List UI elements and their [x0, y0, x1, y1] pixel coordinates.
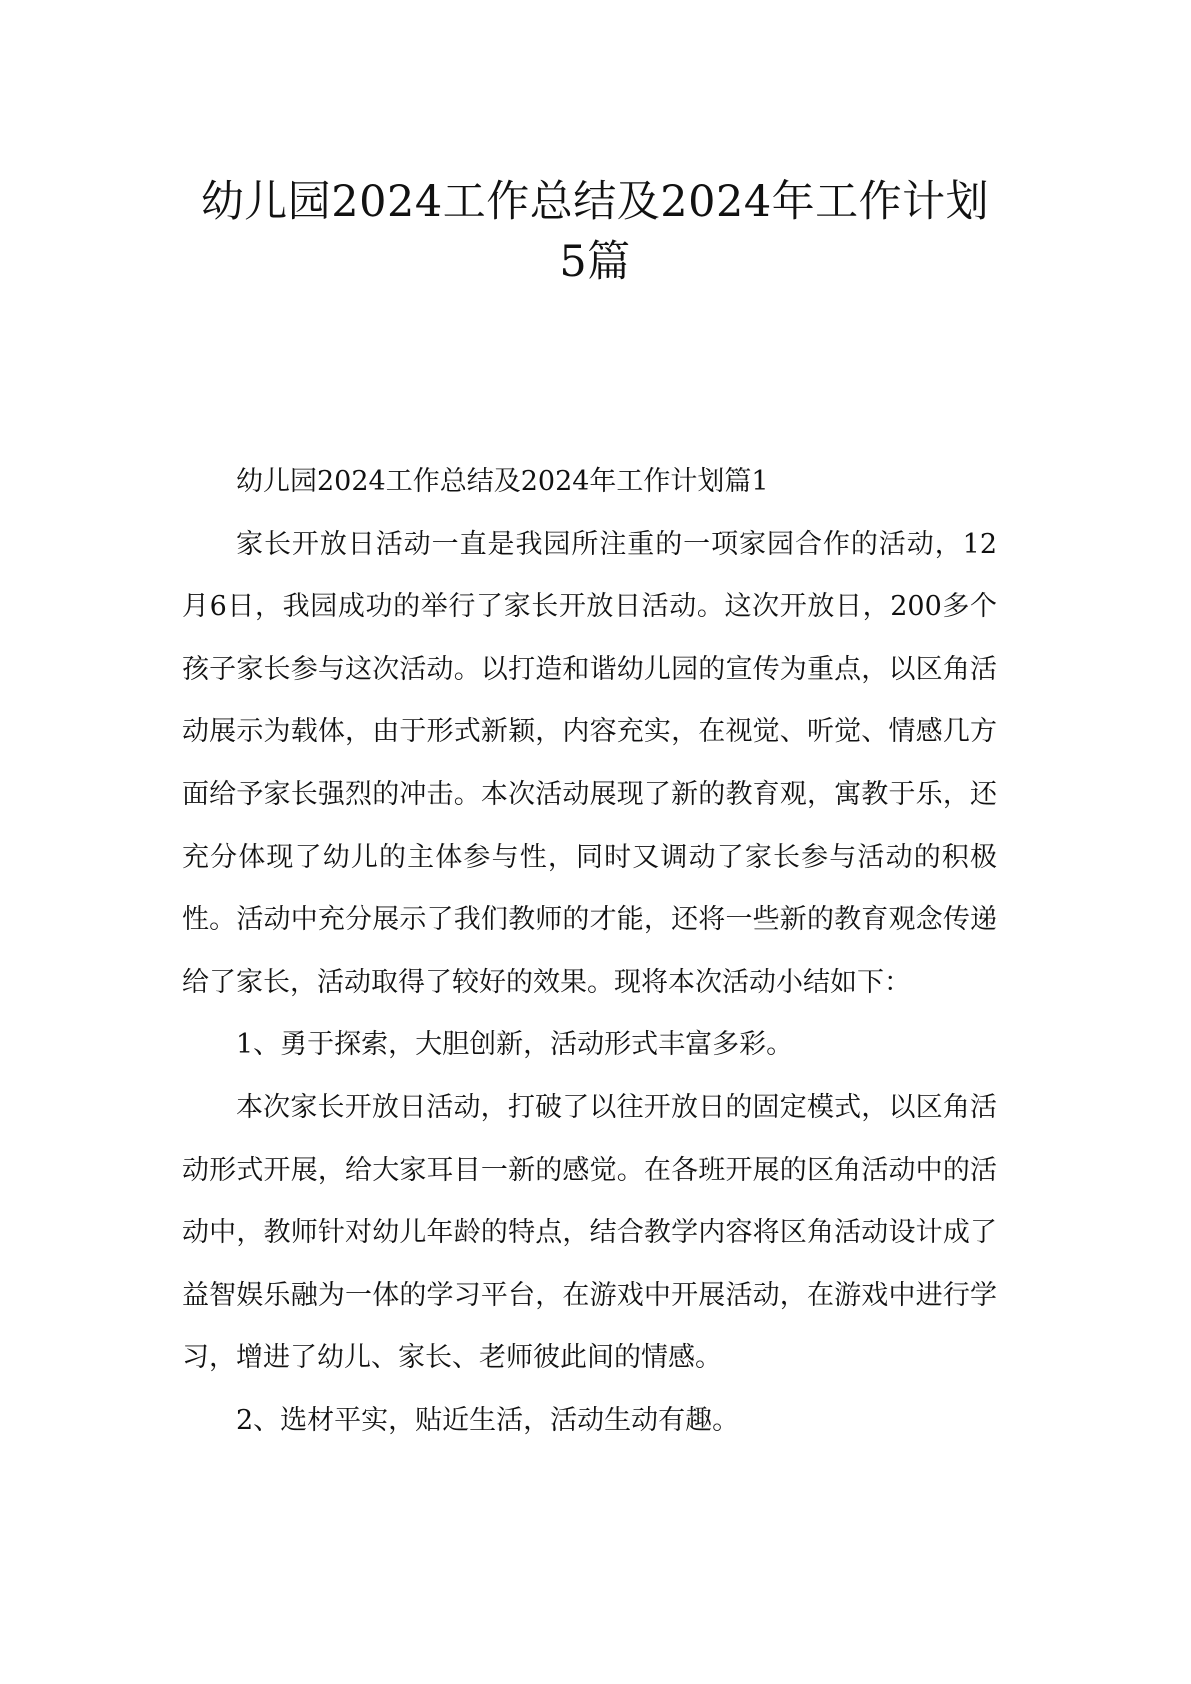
list-point-1: 1、勇于探索，大胆创新，活动形式丰富多彩。	[236, 1029, 794, 1061]
section-heading: 幼儿园2024工作总结及2024年工作计划篇1	[236, 466, 769, 497]
document-title	[150, 172, 1040, 292]
paragraph-point-1-detail: 本次家长开放日活动，打破了以往开放日的固定模式，以区角活动形式开展，给大家耳目一新的感觉。在各班开展的区角活动中的活动中，教师针对幼儿年龄的特点，结合教学内容将区角活动设计成了益智娱乐融为一体的学习平台，在游戏中开展活动，在游戏中进行学习，增进了幼儿、家长、老师彼此间的情感。	[182, 1091, 997, 1374]
document-body	[182, 451, 997, 1453]
title-line-1: 幼儿园2024工作总结及2024年工作计划	[200, 177, 990, 227]
paragraph-intro: 家长开放日活动一直是我园所注重的一项家园合作的活动，12月6日，我园成功的举行了家长开放日活动。这次开放日，200多个孩子家长参与这次活动。以打造和谐幼儿园的宣传为重点，以区角活动展示为载体，由于形式新颖，内容充实，在视觉、听觉、情感几方面给予家长强烈的冲击。本次活动展现了新的教育观，寓教于乐，还充分体现了幼儿的主体参与性，同时又调动了家长参与活动的积极性。活动中充分展示了我们教师的才能，还将一些新的教育观念传递给了家长，活动取得了较好的效果。现将本次活动小结如下：	[182, 528, 997, 998]
title-line-2: 5篇	[559, 237, 631, 287]
list-point-2: 2、选材平实，贴近生活，活动生动有趣。	[236, 1404, 740, 1436]
